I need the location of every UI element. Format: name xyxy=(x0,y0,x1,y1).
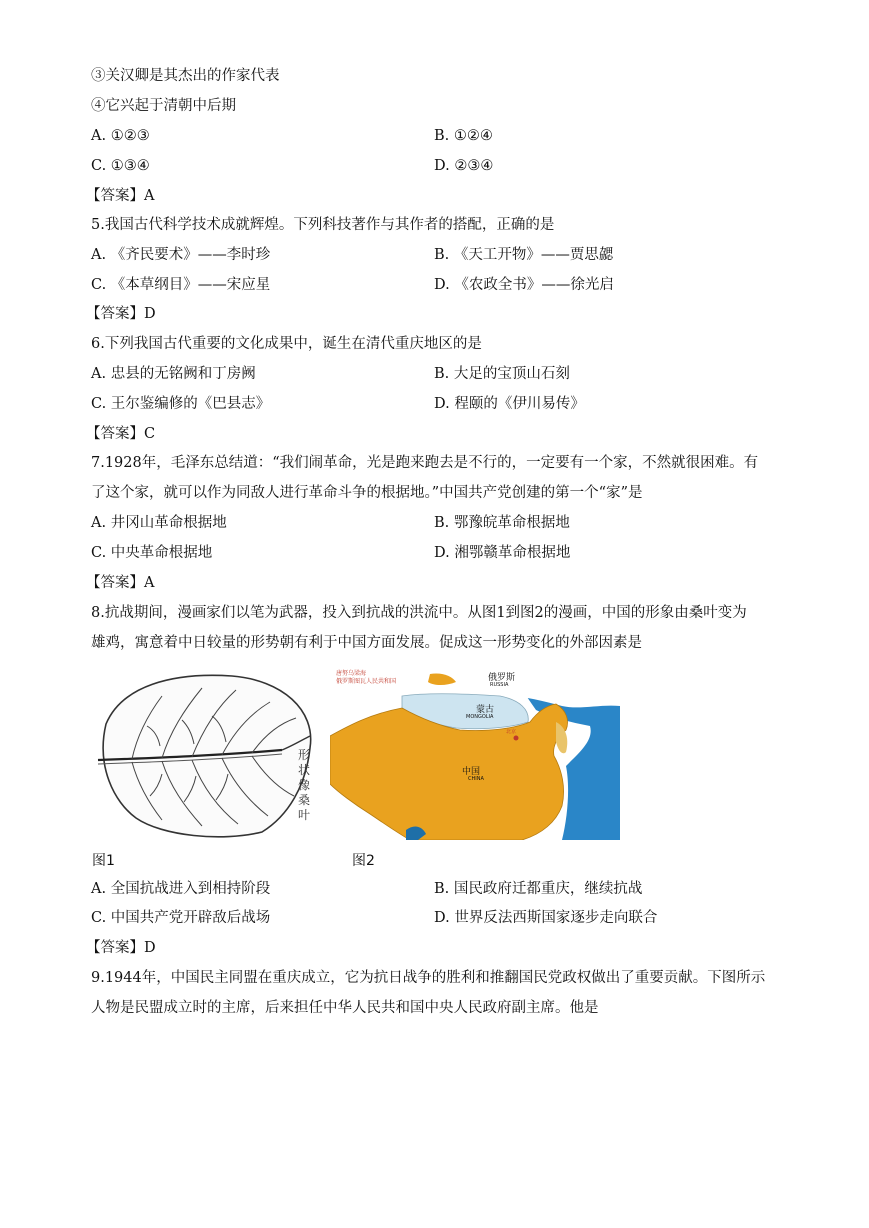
q8-option-d: D. 世界反法西斯国家逐步走向联合 xyxy=(434,910,658,926)
q5-option-a: A. 《齐民要术》——李时珍 xyxy=(91,247,271,263)
q8-option-a: A. 全国抗战进入到相持阶段 xyxy=(91,881,271,897)
q5-stem: 5.我国古代科学技术成就辉煌。下列科技著作与其作者的搭配，正确的是 xyxy=(91,217,555,233)
q6-option-b: B. 大足的宝顶山石刻 xyxy=(434,366,570,382)
q9-stem-line1: 9.1944年，中国民主同盟在重庆成立，它为抗日战争的胜利和推翻国民党政权做出了重要贡献。下图所示 xyxy=(91,970,766,986)
q7-stem-line1: 7.1928年，毛泽东总结道：“我们闹革命，光是跑来跑去是不行的，一定要有一个家，不然就很困难。有 xyxy=(91,455,759,471)
map-label-china: 中国 xyxy=(462,767,481,777)
q9-stem-line2: 人物是民盟成立时的主席，后来担任中华人民共和国中央人民政府副主席。他是 xyxy=(91,1000,599,1016)
map-label-mongolia: 蒙古 xyxy=(476,705,495,715)
beijing-marker xyxy=(514,736,519,741)
map-label-mongolia-en: MONGOLIA xyxy=(466,714,494,720)
q5-option-c: C. 《本草纲目》——宋应星 xyxy=(91,277,271,293)
q8-option-b: B. 国民政府迁都重庆，继续抗战 xyxy=(434,881,643,897)
q4-statement-3: ③关汉卿是其杰出的作家代表 xyxy=(91,68,280,84)
q7-option-a: A. 井冈山革命根据地 xyxy=(91,515,227,531)
q4-option-a: A. ①②③ xyxy=(91,128,150,144)
q7-stem-line2: 了这个家，就可以作为同敌人进行革命斗争的根据地。”中国共产党创建的第一个“家”是 xyxy=(91,485,643,501)
q4-option-c: C. ①③④ xyxy=(91,158,150,174)
q5-option-d: D. 《农政全书》——徐光启 xyxy=(434,277,614,293)
q4-option-d: D. ②③④ xyxy=(434,158,494,174)
q5-answer: 【答案】D xyxy=(86,306,156,322)
q7-option-b: B. 鄂豫皖革命根据地 xyxy=(434,515,570,531)
map-label-russia-en: RUSSIA xyxy=(490,682,509,688)
map-label-russia: 俄罗斯 xyxy=(488,673,516,683)
q6-option-d: D. 程颐的《伊川易传》 xyxy=(434,396,585,412)
q6-stem: 6.下列我国古代重要的文化成果中，诞生在清代重庆地区的是 xyxy=(91,336,482,352)
q4-answer: 【答案】A xyxy=(86,188,155,204)
q6-answer: 【答案】C xyxy=(86,426,156,442)
map-legend-2: 俄罗斯图瓦人民共和国 xyxy=(336,678,397,685)
figure-2-caption: 图2 xyxy=(352,853,375,869)
figure-2-map xyxy=(330,666,620,840)
q4-option-b: B. ①②④ xyxy=(434,128,493,144)
map-label-china-en: CHINA xyxy=(468,776,484,782)
figure-1-handwritten-text: 形状像桑叶 xyxy=(298,748,311,822)
q7-answer: 【答案】A xyxy=(86,575,155,591)
q5-option-b: B. 《天工开物》——贾思勰 xyxy=(434,247,614,263)
q8-stem-line2: 雄鸡，寓意着中日较量的形势朝有利于中国方面发展。促成这一形势变化的外部因素是 xyxy=(91,635,642,651)
map-legend-1: 唐努乌梁海 xyxy=(336,670,367,677)
q8-option-c: C. 中国共产党开辟敌后战场 xyxy=(91,910,271,926)
figure-1-leaf-cartoon xyxy=(92,666,324,842)
map-label-beijing: 北京 xyxy=(506,729,517,735)
q6-option-a: A. 忠县的无铭阙和丁房阙 xyxy=(91,366,256,382)
q6-option-c: C. 王尔鉴编修的《巴县志》 xyxy=(91,396,271,412)
figure-1-caption: 图1 xyxy=(92,853,115,869)
q8-answer: 【答案】D xyxy=(86,940,156,956)
q8-stem-line1: 8.抗战期间，漫画家们以笔为武器，投入到抗战的洪流中。从图1到图2的漫画，中国的形象由桑叶变为 xyxy=(91,605,747,621)
q4-statement-4: ④它兴起于清朝中后期 xyxy=(91,98,236,114)
q7-option-d: D. 湘鄂赣革命根据地 xyxy=(434,545,571,561)
q7-option-c: C. 中央革命根据地 xyxy=(91,545,213,561)
